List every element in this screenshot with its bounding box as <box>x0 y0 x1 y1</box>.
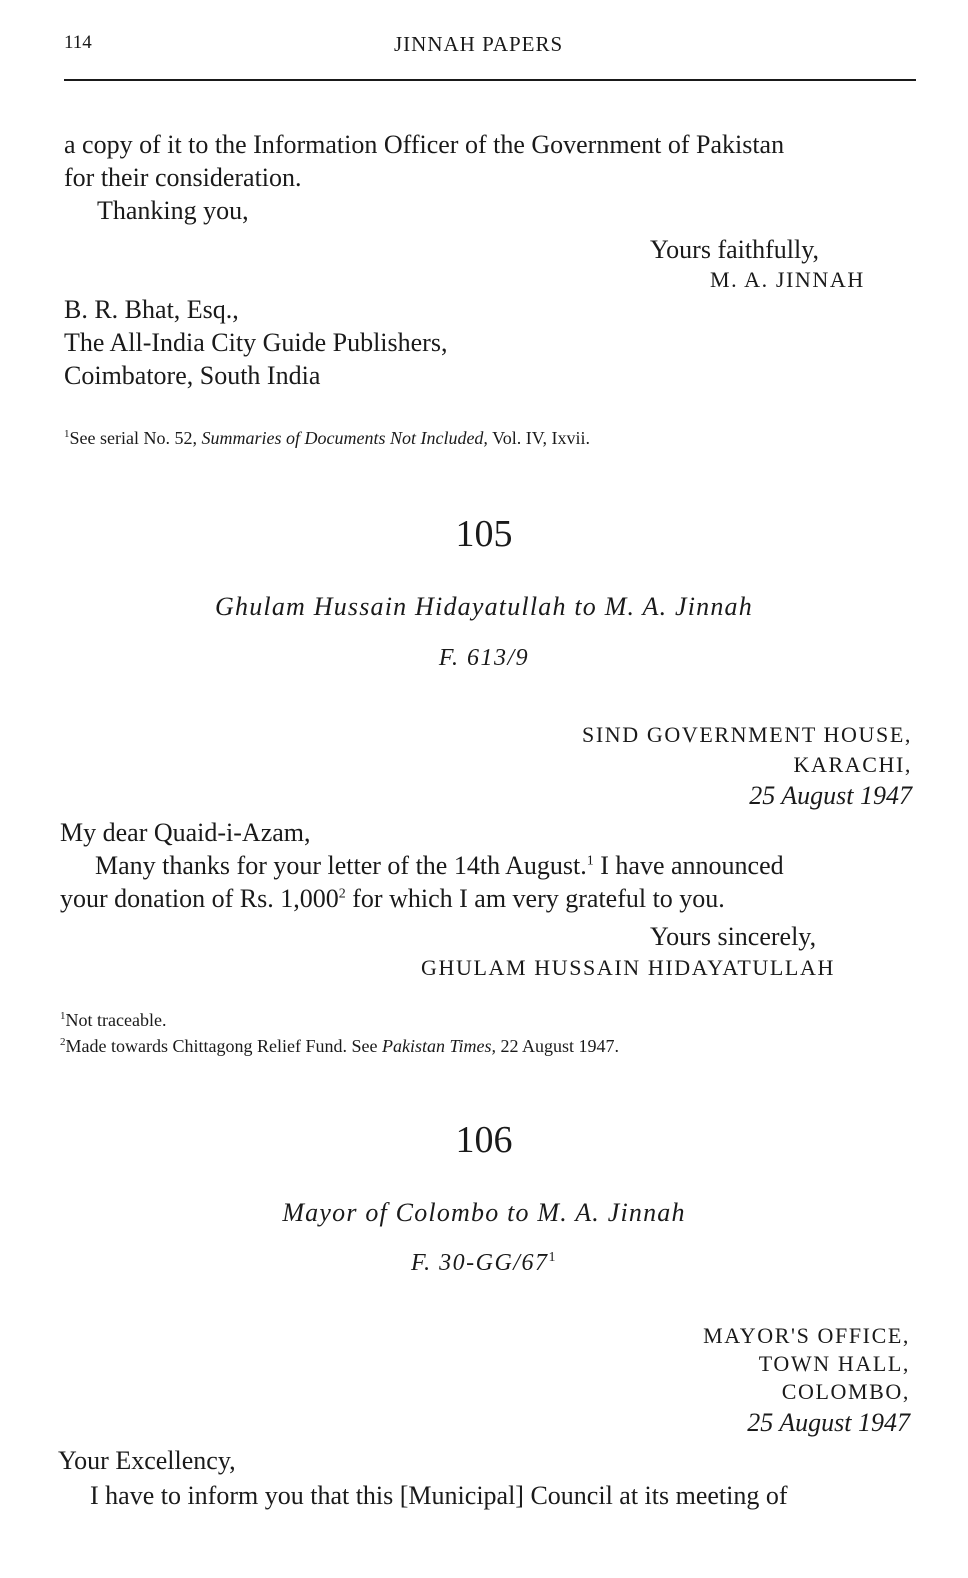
document-title: Ghulam Hussain Hidayatullah to M. A. Jinnah <box>215 592 753 621</box>
closing-phrase: Thanking you, <box>97 196 249 225</box>
addressee-line: Coimbatore, South India <box>64 361 321 390</box>
footnote: $^2$Made towards Chittagong Relief Fund. See Pakistan Times, 22 August 1947. <box>60 1036 619 1056</box>
sender-address-line: COLOMBO, <box>781 1379 910 1404</box>
salutation: My dear Quaid-i-Azam, <box>60 818 311 847</box>
signature: GHULAM HUSSAIN HIDAYATULLAH <box>421 955 835 980</box>
signature: M. A. JINNAH <box>710 267 865 292</box>
document-number: 105 <box>455 513 513 555</box>
continuation-line-2: for their consideration. <box>64 163 302 192</box>
letter-body-line: your donation of Rs. 1,000$^2$ for which I am very grateful to you. <box>60 884 725 913</box>
sender-address-line: TOWN HALL, <box>758 1351 910 1376</box>
addressee-line: B. R. Bhat, Esq., <box>64 295 239 324</box>
footnote: $^1$See serial No. 52, Summaries of Documents Not Included, Vol. IV, Ixvii. <box>64 428 590 448</box>
letter-date: 25 August 1947 <box>749 781 912 810</box>
file-reference: F. $30-GG/67^1$ <box>411 1250 557 1276</box>
letter-body-line: I have to inform you that this [Municipal] Council at its meeting of <box>90 1481 788 1510</box>
page-number: 114 <box>64 32 92 53</box>
file-reference: F. 613/9 <box>438 645 530 671</box>
footnote: $^1$Not traceable. <box>60 1010 167 1030</box>
sender-address-line: KARACHI, <box>793 752 912 777</box>
continuation-line-1: a copy of it to the Information Officer of the Government of Pakistan <box>64 130 785 159</box>
valediction: Yours sincerely, <box>650 922 817 951</box>
header-rule <box>64 79 916 81</box>
letter-body-line: Many thanks for your letter of the 14th August.$^1$ I have announced <box>95 851 784 880</box>
valediction: Yours faithfully, <box>650 235 820 264</box>
letter-date: 25 August 1947 <box>747 1408 910 1437</box>
document-number: 106 <box>455 1119 513 1161</box>
sender-address-line: SIND GOVERNMENT HOUSE, <box>582 722 912 747</box>
salutation: Your Excellency, <box>58 1446 236 1475</box>
running-title: JINNAH PAPERS <box>394 32 564 56</box>
document-title: Mayor of Colombo to M. A. Jinnah <box>282 1198 686 1227</box>
addressee-line: The All-India City Guide Publishers, <box>64 328 448 357</box>
sender-address-line: MAYOR'S OFFICE, <box>703 1323 910 1348</box>
